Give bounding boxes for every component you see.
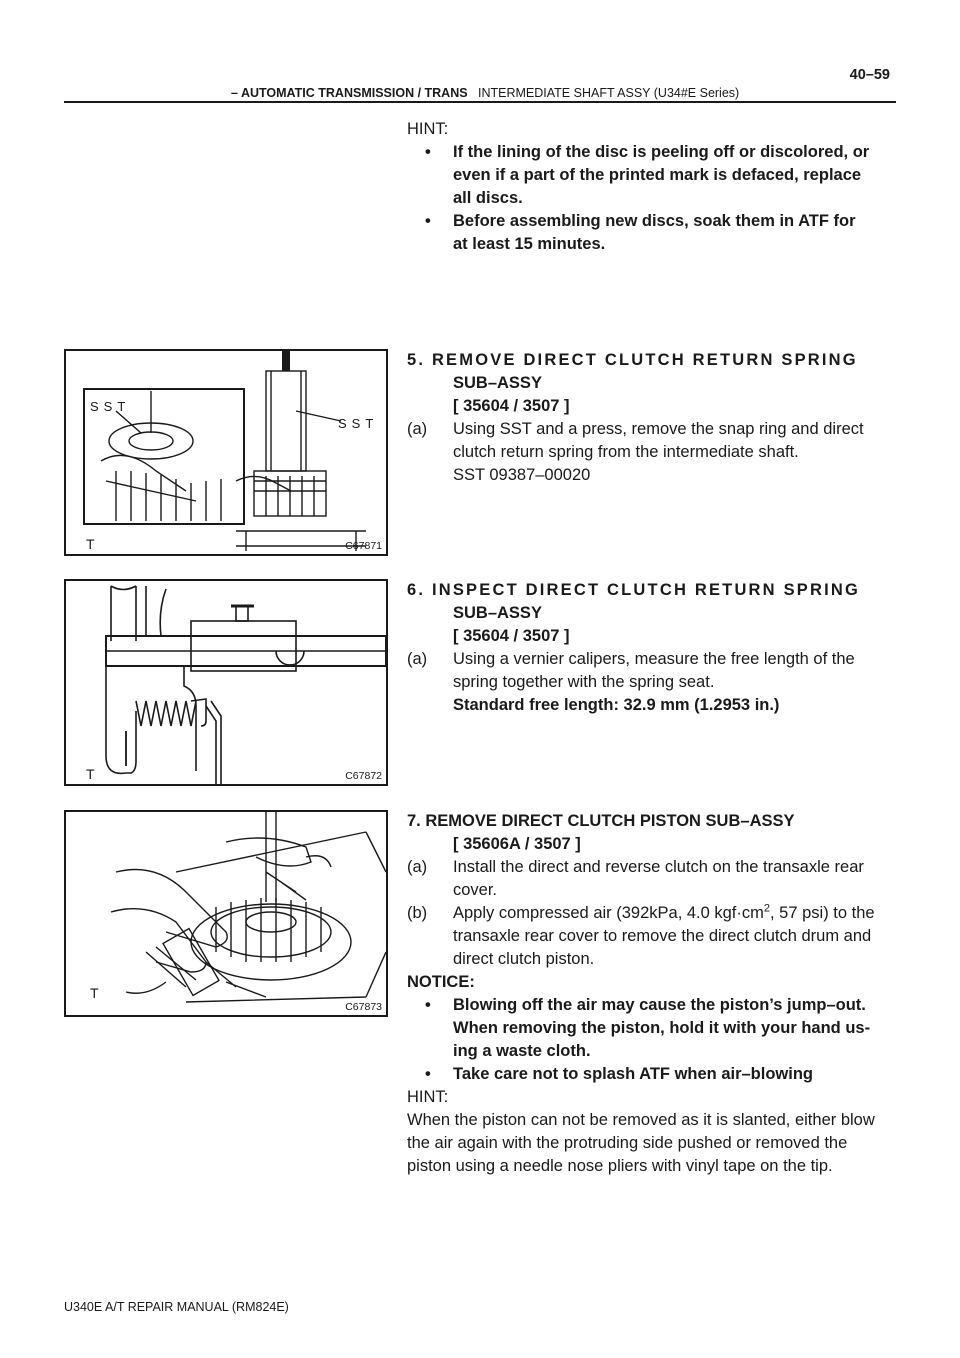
step-7-code: [ 35606A / 3507 ] bbox=[453, 835, 581, 853]
step-5-code: [ 35604 / 3507 ] bbox=[453, 397, 570, 415]
figure-id: C67872 bbox=[345, 770, 382, 782]
notice-bullet-1-line-3: ing a waste cloth. bbox=[453, 1042, 591, 1060]
hint-2-line-2: the air again with the protruding side pushed or removed the bbox=[407, 1134, 848, 1152]
hint-label-1: HINT: bbox=[407, 120, 449, 138]
bullet-dot: • bbox=[425, 212, 431, 230]
notice-label: NOTICE: bbox=[407, 973, 475, 991]
figure-corner-mark: T bbox=[90, 985, 99, 1001]
page-footer: U340E A/T REPAIR MANUAL (RM824E) bbox=[64, 1300, 289, 1314]
page-header bbox=[64, 67, 896, 104]
hint-2-line-1: When the piston can not be removed as it is slanted, either blow bbox=[407, 1111, 875, 1129]
step-6-title-cont: SUB–ASSY bbox=[453, 604, 542, 622]
header-rule bbox=[64, 101, 896, 103]
step-7a-label: (a) bbox=[407, 858, 428, 876]
notice-bullet-2-line-1: Take care not to splash ATF when air–blowing bbox=[453, 1065, 814, 1083]
step-7b-line-1-post: , 57 psi) to the bbox=[770, 904, 875, 922]
step-6-title: 6. INSPECT DIRECT CLUTCH RETURN SPRING bbox=[407, 581, 861, 599]
step-6a-line-1: Using a vernier calipers, measure the free length of the bbox=[453, 650, 855, 668]
page-number: 40–59 bbox=[849, 67, 890, 83]
step-5-title-cont: SUB–ASSY bbox=[453, 374, 542, 392]
step-7-title: 7. REMOVE DIRECT CLUTCH PISTON SUB–ASSY bbox=[407, 812, 795, 830]
step-7b-superscript: 2 bbox=[763, 902, 771, 915]
step-5a-line-1: Using SST and a press, remove the snap ring and direct bbox=[453, 420, 864, 438]
illustration-vernier-caliper bbox=[66, 581, 386, 784]
hint-bullet-1-line-3: all discs. bbox=[453, 189, 523, 207]
header-section: – AUTOMATIC TRANSMISSION / TRANS bbox=[231, 86, 468, 100]
header-subsection: INTERMEDIATE SHAFT ASSY (U34#E Series) bbox=[478, 86, 740, 100]
figure-corner-mark: T bbox=[86, 536, 95, 552]
hint-label-2: HINT: bbox=[407, 1088, 449, 1106]
step-7a-line-2: cover. bbox=[453, 881, 498, 899]
bullet-dot: • bbox=[425, 1065, 431, 1083]
sst-label-left: SST bbox=[90, 399, 131, 414]
figure-id: C67871 bbox=[345, 540, 382, 552]
bullet-dot: • bbox=[425, 143, 431, 161]
step-5a-line-2: clutch return spring from the intermediate shaft. bbox=[453, 443, 799, 461]
hint-bullet-1-line-1: If the lining of the disc is peeling off or discolored, or bbox=[453, 143, 870, 161]
step-7b-line-3: direct clutch piston. bbox=[453, 950, 595, 968]
step-6-code: [ 35604 / 3507 ] bbox=[453, 627, 570, 645]
step-7a-line-1: Install the direct and reverse clutch on the transaxle rear bbox=[453, 858, 864, 876]
step-7b-label: (b) bbox=[407, 904, 428, 922]
step-6a-label: (a) bbox=[407, 650, 428, 668]
step-6a-line-2: spring together with the spring seat. bbox=[453, 673, 715, 691]
notice-bullet-1-line-2: When removing the piston, hold it with your hand us- bbox=[453, 1019, 871, 1037]
hint-2-line-3: piston using a needle nose pliers with vinyl tape on the tip. bbox=[407, 1157, 833, 1175]
figure-c67873 bbox=[64, 810, 388, 1017]
notice-bullet-1-line-1: Blowing off the air may cause the piston’s jump–out. bbox=[453, 996, 866, 1014]
step-5-sst: SST 09387–00020 bbox=[453, 466, 591, 484]
step-7b-line-2: transaxle rear cover to remove the direct clutch drum and bbox=[453, 927, 872, 945]
hint-bullet-2-line-2: at least 15 minutes. bbox=[453, 235, 606, 253]
hint-bullet-2-line-1: Before assembling new discs, soak them in ATF for bbox=[453, 212, 856, 230]
step-7b-line-1 bbox=[453, 902, 875, 925]
illustration-compressed-air-piston bbox=[66, 812, 386, 1015]
illustration-return-spring-press bbox=[66, 351, 386, 554]
figure-c67871 bbox=[64, 349, 388, 556]
hint-bullet-1-line-2: even if a part of the printed mark is defaced, replace bbox=[453, 166, 862, 184]
figure-c67872 bbox=[64, 579, 388, 786]
bullet-dot: • bbox=[425, 996, 431, 1014]
sst-label-right: SST bbox=[338, 416, 379, 431]
figure-corner-mark: T bbox=[86, 766, 95, 782]
step-5a-label: (a) bbox=[407, 420, 428, 438]
figure-id: C67873 bbox=[345, 1001, 382, 1013]
step-7b-line-1-pre: Apply compressed air (392kPa, 4.0 kgf·cm bbox=[453, 904, 764, 922]
step-6-standard: Standard free length: 32.9 mm (1.2953 in.) bbox=[453, 696, 780, 714]
step-5-title: 5. REMOVE DIRECT CLUTCH RETURN SPRING bbox=[407, 351, 858, 369]
header-title bbox=[231, 86, 739, 100]
